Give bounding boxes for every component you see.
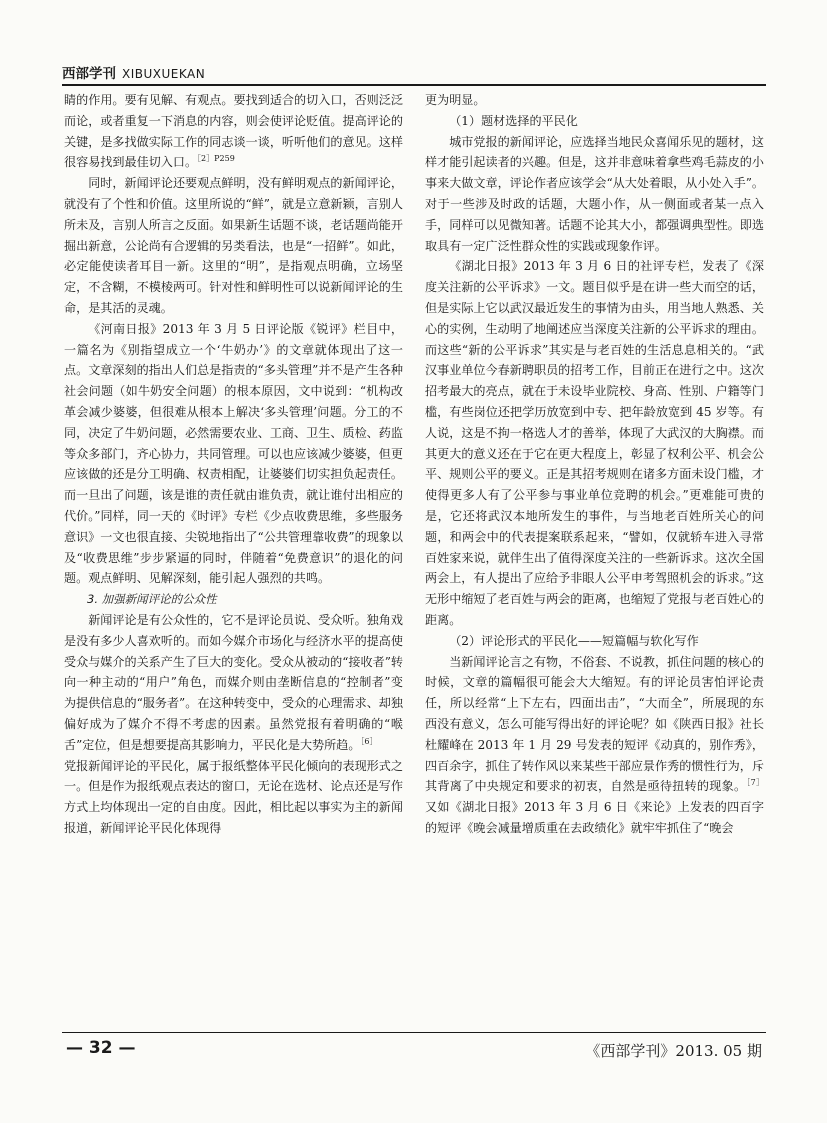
- subsection-heading: （2）评论形式的平民化——短篇幅与软化写作: [449, 633, 699, 648]
- paragraph: 城市党报的新闻评论，应选择当地民众喜闻乐见的题材，这样才能引起读者的兴趣。但是，这并非意味着拿些鸡毛蒜皮的小事来大做文章，评论作者应该学会“从大处着眼，从小处入手”。对于一些涉及时政的话题，大题小作，从一侧面或者某一点入手，同样可以见微知著。话题不论其大小，都强调典型性。即选取具有一定广泛性群众性的实践或现象作评。: [425, 134, 764, 253]
- section-heading: 3. 加强新闻评论的公众性: [87, 592, 217, 607]
- subsection-heading: （1）题材选择的平民化: [449, 113, 578, 128]
- header-rule: [62, 84, 766, 86]
- paragraph: 更为明显。: [425, 93, 486, 107]
- paragraph-text: 当新闻评论言之有物，不俗套、不说教，抓住问题的核心的时候，文章的篇幅很可能会大大缩短。有的评论员害怕评论责任，所以经常“上下左右，四面出击”，“大而全”，所展现的东西没有意义，怎么可能写得出好的评论呢？如《陕西日报》社长杜耀峰在 2013 年 1 月 29 号发表的短评《动真的，别作秀》，四百余字，抓住了转作风以来某些干部应景作秀的惯性行为，斥其背离了中央规定和要求的初衷，自然是亟待扭转的现象。: [425, 654, 764, 794]
- issue-label: 《西部学刊》2013. 05 期: [585, 1042, 762, 1060]
- paragraph: [425, 652, 764, 839]
- right-column: [425, 90, 764, 839]
- citation: ［2］P259: [197, 154, 235, 164]
- page-header: [62, 62, 766, 88]
- paragraph: 同时，新闻评论还要观点鲜明，没有鲜明观点的新闻评论，就没有了个性和价值。这里所说的“鲜”，就是立意新颖，言别人所未及，言别人所言之反面。如果新生话题不谈，老话题尚能开掘出新意，公论尚有合逻辑的另类看法，也是“一招鲜”。如此，必定能使读者耳目一新。这里的“明”，是指观点明确，立场坚定，不含糊，不模棱两可。针对性和鲜明性可以说新闻评论的生命，是其活的灵魂。: [64, 176, 403, 315]
- paragraph-text: 新闻评论是有公众性的，它不是评论员说、受众听。独角戏是没有多少人喜欢听的。而如今媒介市场化与经济水平的提高使受众与媒介的关系产生了巨大的变化。受众从被动的“接收者”转向一种主动的“用户”角色，而媒介则由垄断信息的“控制者”变为提供信息的“服务者”。在这种转变中，受众的心理需求、却独偏好成为了媒介不得不考虑的因素。虽然党报有着明确的“喉舌”定位，但是想要提高其影响力，平民化是大势所趋。: [64, 612, 403, 752]
- paragraph: [64, 90, 403, 173]
- paragraph: [64, 610, 403, 756]
- paragraph: 党报新闻评论的平民化，属于报纸整体平民化倾向的表现形式之一。但是作为报纸观点表达的窗口，无论在选材、论点还是写作方式上均体现出一定的自由度。因此，相比起以事实为主的新闻报道，新闻评论平民化体现得: [64, 758, 403, 835]
- citation: ［7］: [746, 778, 764, 788]
- paragraph-text: 睛的作用。要有见解、有观点。要找到适合的切入口，否则泛泛而论，或者重复一下消息的内容，则会使评论贬值。提高评论的关键，是多找做实际工作的同志谈一谈，听听他们的意见。这样很容易找到最佳切入口。: [64, 93, 403, 170]
- page-number: — 32 —: [66, 1038, 136, 1058]
- footer-rule: [62, 1032, 766, 1033]
- paragraph-text: 又如《湖北日报》2013 年 3 月 6 日《来论》上发表的四百字的短评《晚会减量增质重在去政绩化》就牢牢抓住了“晚会: [425, 800, 764, 835]
- citation: ［6］: [360, 736, 378, 746]
- paragraph: 《湖北日报》2013 年 3 月 6 日的社评专栏，发表了《深度关注新的公平诉求》一文。题目似乎是在讲一些大而空的话，但是实际上它以武汉最近发生的事情为由头，用当地人熟悉、关心的实例，生动明了地阐述应当深度关注新的公平诉求的理由。而这些“新的公平诉求”其实是与老百姓的生活息息相关的。“武汉事业单位今春新聘职员的招考工作，目前正在进行之中。这次招考最大的亮点，就在于未设毕业院校、身高、性别、户籍等门槛，有些岗位还把学历放宽到中专、把年龄放宽到 45 岁等。有人说，这是不拘一格选人才的善举，体现了大武汉的大胸襟。而其更大的意义还在于它在更大程度上，彰显了权利公平、机会公平、规则公平的要义。正是其招考规则在诸多方面未设门槛，才使得更多人有了公平参与事业单位竞聘的机会。”更难能可贵的是，它还将武汉本地所发生的事件，与当地老百姓所关心的问题，和两会中的代表提案联系起来，“譬如，仅就轿车进入寻常百姓家来说，就伴生出了值得深度关注的一些新诉求。这次全国两会上，有人提出了应给予非眼人公平申考驾照机会的诉求。”这无形中缩短了老百姓与两会的距离，也缩短了党报与老百姓心的距离。: [425, 259, 764, 627]
- left-column: [64, 90, 403, 839]
- journal-title: 西部学刊: [62, 66, 116, 82]
- paragraph: 《河南日报》2013 年 3 月 5 日评论版《锐评》栏目中，一篇名为《别指望成立一个‘牛奶办’》的文章就体现出了这一点。文章深刻的指出人们总是指责的“多头管理”并不是产生各种社会问题（如牛奶安全问题）的根本原因，文中说到：“机构改革会减少婆婆，但很难从根本上解决‘多头管理’问题。分工的不同，决定了牛奶问题，必然需要农业、工商、卫生、质检、药监等众多部门，齐心协力，共同管理。可以也应该减少婆婆，但更应该做的还是分工明确、权责相配，让婆婆们切实担负起责任。而一旦出了问题，该是谁的责任就由谁负责，就让谁付出相应的代价。”同样，同一天的《时评》专栏《少点收费思维，多些服务意识》一文也很直接、尖锐地指出了“公共管理靠收费”的现象以及“收费思维”步步紧逼的同时，伴随着“免费意识”的退化的问题。观点鲜明、见解深刻，能引起人强烈的共鸣。: [64, 321, 403, 586]
- journal-pinyin: XIBUXUEKAN: [122, 67, 206, 81]
- page-footer: [62, 1032, 766, 1072]
